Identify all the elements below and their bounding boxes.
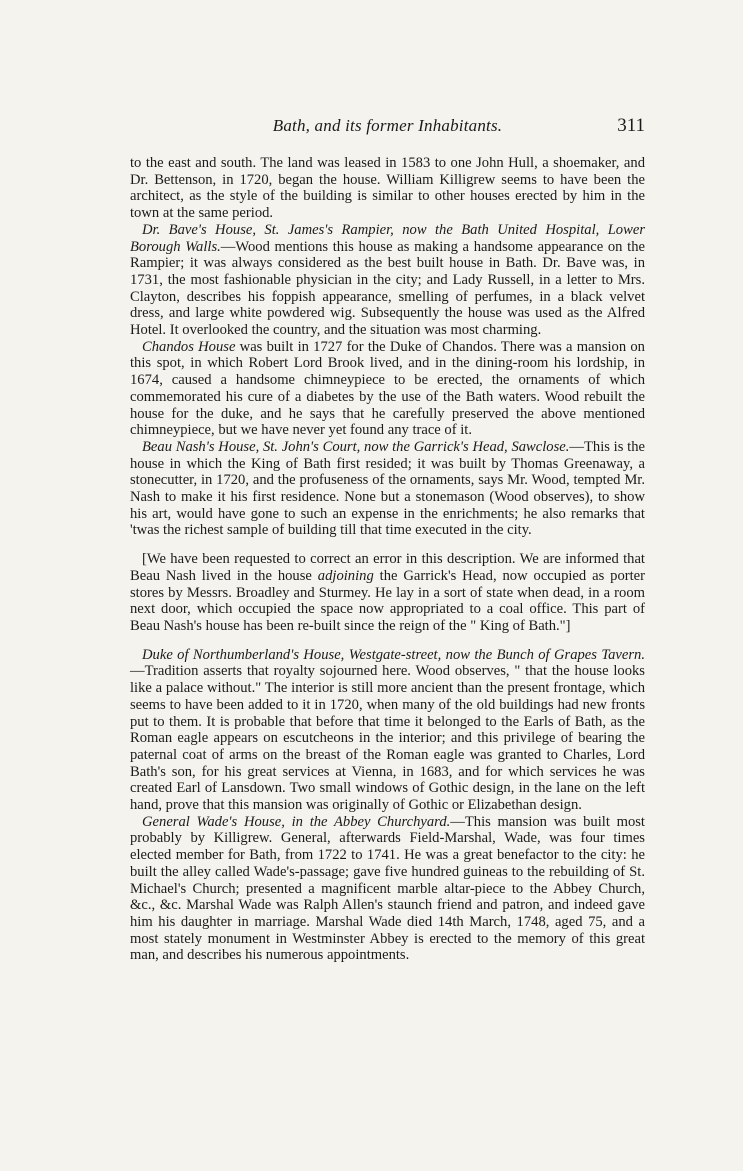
paragraph-text: —This is the house in which the King of Bath first resided; it was built by Thomas Greenaway, a stonecutter, in 1720, and the profuseness of the ornaments, says Mr. Wood, tempted Mr. Nash to make it his first residence. None but a stonemason (Wood observes), to show his art, would have gone to such an expense in the enrichments; he also remarks that 'twas the richest sample of building till that time executed in the city. — [130, 438, 645, 539]
body-text — [130, 155, 645, 964]
paragraph-emphasis: adjoining — [317, 567, 374, 584]
paragraph-text: to the east and south. The land was leased in 1583 to one John Hull, a shoemaker, and Dr. Bettenson, in 1720, began the house. William Killigrew seems to have been the architect, as the style of the building is similar to other houses erected by him in the town at the same period. — [130, 155, 645, 222]
paragraph-general-wade-house — [130, 814, 645, 964]
paragraph-northumberland-house — [130, 647, 645, 814]
paragraph-text: —Wood mentions this house as making a handsome appearance on the Rampier; it was always considered as the best built house in Bath. Dr. Bave was, in 1731, the most fashionable physician in the city; and Lady Russell, in a letter to Mrs. Clayton, describes his foppish appearance, smelling of perfumes, in a black velvet dress, and large white powdered wig. Subsequently the house was used as the Alfred Hotel. It overlooked the country, and the situation was most charming. — [130, 238, 645, 339]
paragraph-heading: General Wade's House, in the Abbey Churchyard. — [142, 813, 451, 830]
paragraph-heading: Chandos House — [142, 338, 236, 355]
running-title: Bath, and its former Inhabitants. — [272, 116, 503, 135]
paragraph-heading: Dr. Bave's House, St. James's Rampier, now the Bath United Hospital, Lower Borough Walls. — [130, 221, 645, 255]
paragraph-beau-nash-house — [130, 439, 645, 539]
paragraph-text: [We have been requested to correct an error in this description. We are informed that Beau Nash lived in the house — [130, 551, 645, 584]
page-number: 311 — [617, 115, 645, 136]
paragraph-text: —Tradition asserts that royalty sojourned here. Wood observes, " that the house looks like a palace without." The interior is still more ancient than the present frontage, which seems to have been added to it in 1720, when many of the old buildings had new fronts put to them. It is probable that before that time it belonged to the Earls of Bath, as the Roman eagle appears on escutcheons in the interior; and this privilege of bearing the paternal coat of arms on the breast of the Roman eagle was granted to Charles, Lord Bath's son, for his great services at Vienna, in 1683, and for which services he was created Earl of Lansdown. Two small windows of Gothic design, in the lane on the left hand, prove that this mansion was originally of Gothic or Elizabethan design. — [130, 663, 645, 814]
paragraph-heading: Duke of Northumberland's House, Westgate-street, now the Bunch of Grapes Tavern. — [142, 646, 645, 663]
paragraph-heading: Beau Nash's House, St. John's Court, now the Garrick's Head, Sawclose. — [142, 438, 570, 455]
paragraph-hull-lease — [130, 155, 645, 222]
page-header — [130, 112, 645, 140]
paragraph-dr-bave-house — [130, 222, 645, 339]
paragraph-text: was built in 1727 for the Duke of Chandos. There was a mansion on this spot, in which Robert Lord Brook lived, and in the dining-room his lordship, in 1674, caused a handsome chimneypiece to be erected, the ornaments of which commemorated his cure of a diabetes by the use of the Bath waters. Wood rebuilt the house for the duke, and he says that he carefully preserved the above mentioned chimneypiece, but we have never yet found any trace of it. — [130, 338, 645, 439]
paragraph-correction-note — [130, 551, 645, 635]
paragraph-text: —This mansion was built most probably by Killigrew. General, afterwards Field-Marshal, Wade, was four times elected member for Bath, from 1722 to 1741. He was a great benefactor to the city: he built the alley called Wade's-passage; gave five hundred guineas to the rebuilding of St. Michael's Church; presented a magnificent marble altar-piece to the Abbey Church, &c., &c. Marshal Wade was Ralph Allen's staunch friend and patron, and indeed gave him his daughter in marriage. Marshal Wade died 14th March, 1748, aged 75, and a most stately monument in Westminster Abbey is erected to the memory of this great man, and describes his numerous appointments. — [130, 813, 645, 964]
paragraph-text: the Garrick's Head, now occupied as porter stores by Messrs. Broadley and Sturmey. He lay in a sort of state when dead, in a room next door, which occupied the space now appropriated to a coal office. This part of Beau Nash's house has been re-built since the reign of the " King of Bath."] — [130, 567, 645, 634]
paragraph-chandos-house — [130, 339, 645, 439]
